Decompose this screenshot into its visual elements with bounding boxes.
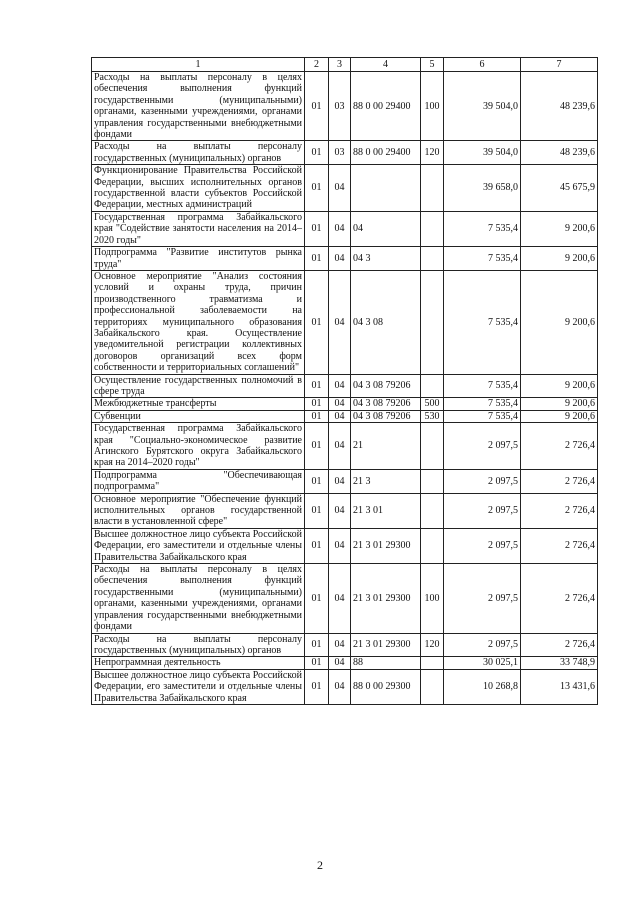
subsection-code-cell: 03 bbox=[329, 72, 351, 141]
row-name-cell: Основное мероприятие "Анализ состояния условий и охраны труда, причин производственного травматизма и профессиональной заболеваемости на территориях муниципального образования Забайкальского края. Осуществление уведомительной регистрации коллективных договоров организаций всех форм собственности и территориальных соглашений" bbox=[92, 270, 305, 374]
target-article-cell: 88 0 00 29400 bbox=[351, 141, 421, 165]
header-cell: 1 bbox=[92, 58, 305, 72]
section-code-cell: 01 bbox=[305, 165, 329, 212]
target-article-cell: 88 0 00 29300 bbox=[351, 669, 421, 704]
target-article-cell: 21 bbox=[351, 423, 421, 470]
subsection-code-cell: 04 bbox=[329, 374, 351, 398]
header-cell: 5 bbox=[421, 58, 444, 72]
section-code-cell: 01 bbox=[305, 211, 329, 246]
expense-type-cell: 120 bbox=[421, 141, 444, 165]
row-name-cell: Субвенции bbox=[92, 410, 305, 422]
subsection-code-cell: 04 bbox=[329, 423, 351, 470]
subsection-code-cell: 04 bbox=[329, 410, 351, 422]
section-code-cell: 01 bbox=[305, 374, 329, 398]
target-article-cell: 04 bbox=[351, 211, 421, 246]
row-name-cell: Функционирование Правительства Российской Федерации, высших исполнительных органов государственной власти субъектов Российской Федерации, местных администраций bbox=[92, 165, 305, 212]
row-name-cell: Расходы на выплаты персоналу государственных (муниципальных) органов bbox=[92, 633, 305, 657]
section-code-cell: 01 bbox=[305, 493, 329, 528]
target-article-cell: 04 3 08 79206 bbox=[351, 410, 421, 422]
expense-type-cell bbox=[421, 469, 444, 493]
table-row bbox=[92, 528, 598, 563]
subsection-code-cell: 04 bbox=[329, 564, 351, 633]
subsection-code-cell: 04 bbox=[329, 398, 351, 410]
target-article-cell: 88 0 00 29400 bbox=[351, 72, 421, 141]
amount-year2-cell: 2 726,4 bbox=[521, 528, 598, 563]
expense-type-cell: 100 bbox=[421, 72, 444, 141]
amount-year2-cell: 9 200,6 bbox=[521, 374, 598, 398]
expense-type-cell bbox=[421, 270, 444, 374]
target-article-cell: 88 bbox=[351, 657, 421, 669]
subsection-code-cell: 04 bbox=[329, 270, 351, 374]
amount-year1-cell: 7 535,4 bbox=[444, 410, 521, 422]
target-article-cell: 04 3 08 79206 bbox=[351, 398, 421, 410]
table-row bbox=[92, 469, 598, 493]
amount-year1-cell: 7 535,4 bbox=[444, 398, 521, 410]
table-header-row bbox=[92, 58, 598, 72]
subsection-code-cell: 04 bbox=[329, 493, 351, 528]
section-code-cell: 01 bbox=[305, 528, 329, 563]
expense-type-cell: 120 bbox=[421, 633, 444, 657]
header-cell: 4 bbox=[351, 58, 421, 72]
subsection-code-cell: 04 bbox=[329, 211, 351, 246]
subsection-code-cell: 03 bbox=[329, 141, 351, 165]
section-code-cell: 01 bbox=[305, 410, 329, 422]
amount-year2-cell: 9 200,6 bbox=[521, 270, 598, 374]
expense-type-cell: 530 bbox=[421, 410, 444, 422]
table-row bbox=[92, 247, 598, 271]
target-article-cell: 04 3 08 79206 bbox=[351, 374, 421, 398]
amount-year2-cell: 13 431,6 bbox=[521, 669, 598, 704]
table-row bbox=[92, 410, 598, 422]
table-row bbox=[92, 165, 598, 212]
budget-table bbox=[91, 57, 598, 705]
amount-year2-cell: 48 239,6 bbox=[521, 141, 598, 165]
row-name-cell: Непрограммная деятельность bbox=[92, 657, 305, 669]
amount-year2-cell: 33 748,9 bbox=[521, 657, 598, 669]
amount-year1-cell: 39 658,0 bbox=[444, 165, 521, 212]
amount-year2-cell: 9 200,6 bbox=[521, 247, 598, 271]
table-row bbox=[92, 657, 598, 669]
amount-year1-cell: 2 097,5 bbox=[444, 493, 521, 528]
row-name-cell: Государственная программа Забайкальского края "Содействие занятости населения на 2014–2020 годы" bbox=[92, 211, 305, 246]
header-cell: 6 bbox=[444, 58, 521, 72]
amount-year1-cell: 7 535,4 bbox=[444, 270, 521, 374]
target-article-cell: 21 3 01 bbox=[351, 493, 421, 528]
section-code-cell: 01 bbox=[305, 657, 329, 669]
amount-year1-cell: 7 535,4 bbox=[444, 211, 521, 246]
amount-year1-cell: 7 535,4 bbox=[444, 247, 521, 271]
table-row bbox=[92, 423, 598, 470]
row-name-cell: Высшее должностное лицо субъекта Российской Федерации, его заместители и отдельные члены Правительства Забайкальского края bbox=[92, 528, 305, 563]
expense-type-cell bbox=[421, 247, 444, 271]
table-row bbox=[92, 564, 598, 633]
table-row bbox=[92, 493, 598, 528]
section-code-cell: 01 bbox=[305, 72, 329, 141]
row-name-cell: Расходы на выплаты персоналу в целях обеспечения выполнения функций государственными (муниципальными) органами, казенными учреждениями, органами управления государственными внебюджетными фондами bbox=[92, 564, 305, 633]
amount-year2-cell: 9 200,6 bbox=[521, 410, 598, 422]
expense-type-cell bbox=[421, 211, 444, 246]
section-code-cell: 01 bbox=[305, 564, 329, 633]
section-code-cell: 01 bbox=[305, 423, 329, 470]
row-name-cell: Расходы на выплаты персоналу в целях обеспечения выполнения функций государственными (муниципальными) органами, казенными учреждениями, органами управления государственными внебюджетными фондами bbox=[92, 72, 305, 141]
amount-year2-cell: 2 726,4 bbox=[521, 493, 598, 528]
header-cell: 3 bbox=[329, 58, 351, 72]
page-number: 2 bbox=[317, 858, 323, 872]
amount-year1-cell: 10 268,8 bbox=[444, 669, 521, 704]
table-row bbox=[92, 141, 598, 165]
amount-year2-cell: 2 726,4 bbox=[521, 633, 598, 657]
amount-year2-cell: 9 200,6 bbox=[521, 398, 598, 410]
row-name-cell: Подпрограмма "Обеспечивающая подпрограмма" bbox=[92, 469, 305, 493]
expense-type-cell: 500 bbox=[421, 398, 444, 410]
section-code-cell: 01 bbox=[305, 633, 329, 657]
target-article-cell: 21 3 01 29300 bbox=[351, 564, 421, 633]
expense-type-cell: 100 bbox=[421, 564, 444, 633]
row-name-cell: Осуществление государственных полномочий в сфере труда bbox=[92, 374, 305, 398]
amount-year1-cell: 2 097,5 bbox=[444, 423, 521, 470]
subsection-code-cell: 04 bbox=[329, 528, 351, 563]
section-code-cell: 01 bbox=[305, 469, 329, 493]
expense-type-cell bbox=[421, 374, 444, 398]
row-name-cell: Высшее должностное лицо субъекта Российской Федерации, его заместители и отдельные члены Правительства Забайкальского края bbox=[92, 669, 305, 704]
expense-type-cell bbox=[421, 657, 444, 669]
target-article-cell: 21 3 01 29300 bbox=[351, 528, 421, 563]
target-article-cell: 04 3 08 bbox=[351, 270, 421, 374]
amount-year2-cell: 45 675,9 bbox=[521, 165, 598, 212]
table-row bbox=[92, 72, 598, 141]
target-article-cell bbox=[351, 165, 421, 212]
expense-type-cell bbox=[421, 165, 444, 212]
row-name-cell: Межбюджетные трансферты bbox=[92, 398, 305, 410]
target-article-cell: 21 3 bbox=[351, 469, 421, 493]
target-article-cell: 21 3 01 29300 bbox=[351, 633, 421, 657]
section-code-cell: 01 bbox=[305, 398, 329, 410]
table-row bbox=[92, 374, 598, 398]
subsection-code-cell: 04 bbox=[329, 669, 351, 704]
target-article-cell: 04 3 bbox=[351, 247, 421, 271]
row-name-cell: Подпрограмма "Развитие институтов рынка труда" bbox=[92, 247, 305, 271]
amount-year1-cell: 39 504,0 bbox=[444, 141, 521, 165]
row-name-cell: Основное мероприятие "Обеспечение функций исполнительных органов государственной власти в установленной сфере" bbox=[92, 493, 305, 528]
amount-year2-cell: 48 239,6 bbox=[521, 72, 598, 141]
section-code-cell: 01 bbox=[305, 669, 329, 704]
amount-year1-cell: 7 535,4 bbox=[444, 374, 521, 398]
header-cell: 2 bbox=[305, 58, 329, 72]
table-row bbox=[92, 211, 598, 246]
amount-year2-cell: 9 200,6 bbox=[521, 211, 598, 246]
table-row bbox=[92, 669, 598, 704]
section-code-cell: 01 bbox=[305, 270, 329, 374]
row-name-cell: Расходы на выплаты персоналу государственных (муниципальных) органов bbox=[92, 141, 305, 165]
amount-year2-cell: 2 726,4 bbox=[521, 469, 598, 493]
amount-year1-cell: 39 504,0 bbox=[444, 72, 521, 141]
expense-type-cell bbox=[421, 528, 444, 563]
subsection-code-cell: 04 bbox=[329, 165, 351, 212]
section-code-cell: 01 bbox=[305, 247, 329, 271]
subsection-code-cell: 04 bbox=[329, 469, 351, 493]
amount-year2-cell: 2 726,4 bbox=[521, 564, 598, 633]
expense-type-cell bbox=[421, 423, 444, 470]
table-row bbox=[92, 633, 598, 657]
header-cell: 7 bbox=[521, 58, 598, 72]
amount-year1-cell: 2 097,5 bbox=[444, 564, 521, 633]
subsection-code-cell: 04 bbox=[329, 657, 351, 669]
expense-type-cell bbox=[421, 669, 444, 704]
section-code-cell: 01 bbox=[305, 141, 329, 165]
row-name-cell: Государственная программа Забайкальского края "Социально-экономическое развитие Агинского Бурятского округа Забайкальского края на 2014–2020 годы" bbox=[92, 423, 305, 470]
amount-year1-cell: 2 097,5 bbox=[444, 528, 521, 563]
amount-year1-cell: 2 097,5 bbox=[444, 469, 521, 493]
amount-year1-cell: 2 097,5 bbox=[444, 633, 521, 657]
expense-type-cell bbox=[421, 493, 444, 528]
amount-year1-cell: 30 025,1 bbox=[444, 657, 521, 669]
amount-year2-cell: 2 726,4 bbox=[521, 423, 598, 470]
table-row bbox=[92, 270, 598, 374]
subsection-code-cell: 04 bbox=[329, 633, 351, 657]
subsection-code-cell: 04 bbox=[329, 247, 351, 271]
table-row bbox=[92, 398, 598, 410]
